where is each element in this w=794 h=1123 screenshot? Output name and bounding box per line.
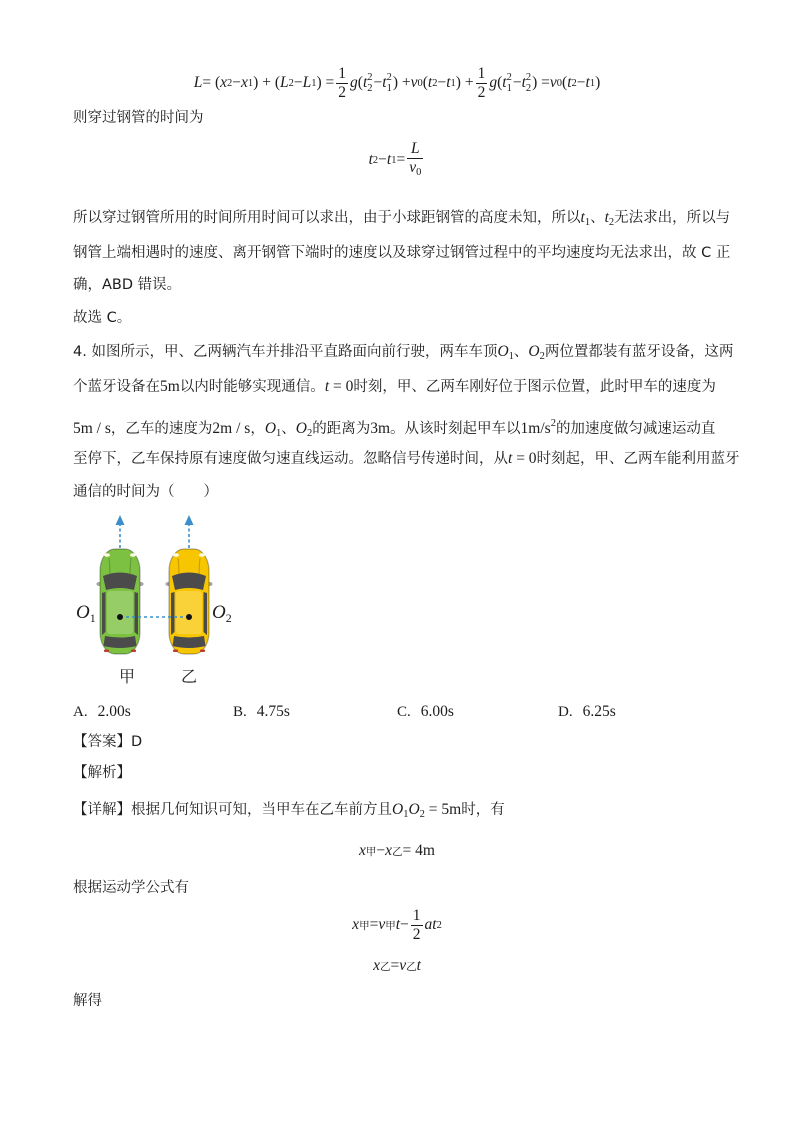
- conclusion-line-3: [73, 275, 181, 295]
- headlight-left: [104, 553, 110, 557]
- math-subsup: [526, 72, 531, 94]
- math-variable: t: [446, 74, 451, 91]
- math-subscript: 2: [539, 351, 545, 362]
- headlight-right: [199, 553, 205, 557]
- formula-length-relation: [0, 63, 794, 103]
- math-subscript: 1: [89, 611, 96, 625]
- math-subsup: [387, 72, 392, 94]
- headlight-left: [173, 553, 179, 557]
- math-text: −: [400, 916, 409, 933]
- math-variable: t: [427, 74, 433, 91]
- math-text: −: [232, 74, 242, 91]
- windshield: [172, 573, 206, 591]
- math-text: −: [373, 74, 383, 91]
- side-window-left: [171, 592, 175, 635]
- math-text: ): [595, 74, 601, 91]
- math-variable: v: [399, 957, 407, 974]
- side-window-left: [102, 592, 106, 635]
- fraction-numerator: [476, 65, 488, 84]
- fraction-numerator: [336, 65, 348, 84]
- math-variable: t: [386, 151, 392, 168]
- math-text: (: [497, 74, 503, 91]
- question4-line-1: [73, 342, 733, 367]
- formula-x-jia: [0, 905, 794, 945]
- math-text: = 4m: [402, 842, 435, 859]
- math-fraction: [336, 65, 348, 102]
- side-window-right: [204, 592, 208, 635]
- math-variable: L: [302, 74, 312, 91]
- label-car-yi: 乙: [181, 667, 198, 686]
- math-subscript: 2: [432, 77, 438, 89]
- kinematics-intro: 根据运动学公式有: [73, 880, 189, 896]
- two-cars-figure: [70, 512, 245, 662]
- math-text: ) +: [455, 74, 474, 91]
- math-text: 5m: [160, 378, 180, 395]
- text-run: 、: [590, 210, 605, 226]
- math-text: =: [396, 151, 406, 168]
- math-text: (: [357, 74, 363, 91]
- math-variable: L: [410, 139, 420, 157]
- math-text: 1: [477, 64, 486, 82]
- conclusion-line-1: [73, 208, 730, 233]
- math-variable: L: [193, 74, 203, 91]
- math-subscript: 2: [419, 809, 425, 820]
- math-variable: O: [264, 420, 277, 437]
- math-text: = 0: [329, 378, 354, 395]
- roof: [107, 591, 133, 634]
- math-variable: O: [212, 602, 226, 623]
- text-run: ，乙车的速度为: [110, 421, 213, 437]
- text-run: 无法求出，所以与: [614, 210, 731, 226]
- math-subscript: 1: [584, 217, 591, 228]
- math-variable: O: [295, 420, 307, 437]
- math-subscript: 1: [391, 154, 397, 166]
- text-run: 。从该时刻起甲车以: [390, 421, 521, 437]
- text-run: 4. 如图所示，甲、乙两辆汽车并排沿平直路面向前行驶，两车车顶: [73, 344, 498, 360]
- text-run: 至停下，乙车保持原有速度做匀速直线运动。忽略信号传递时间，从: [73, 451, 508, 467]
- math-subscript: 甲: [365, 846, 377, 858]
- rear-window: [173, 636, 206, 648]
- option-value: 2.00s: [97, 703, 131, 720]
- math-text: =: [369, 916, 379, 933]
- text-run: 所以穿过钢管所用的时间所用时间可以求出，由于小球距钢管的高度未知，所以: [73, 210, 581, 226]
- math-subsup: [507, 72, 512, 94]
- math-variable: t: [395, 916, 401, 933]
- windshield: [103, 573, 137, 591]
- fraction-numerator: [411, 907, 423, 926]
- math-variable: v: [410, 74, 418, 91]
- option-letter: B.: [233, 704, 247, 720]
- math-subscript: 2: [288, 77, 294, 89]
- text-run: 、: [513, 344, 529, 360]
- math-variable: t: [362, 74, 368, 91]
- math-subscript: 1: [276, 428, 282, 439]
- math-text: ) =: [532, 74, 550, 91]
- solve-text: 解得: [73, 993, 102, 1009]
- detail-intro: [73, 800, 505, 825]
- text-run: 两位置都装有蓝牙设备，这两: [544, 344, 734, 360]
- math-text: −: [512, 74, 522, 91]
- math-variable: t: [604, 209, 609, 226]
- text-run: 、: [281, 421, 296, 437]
- math-text: 2: [477, 83, 486, 101]
- car-yi: [165, 549, 212, 654]
- math-text: = (: [202, 74, 221, 91]
- fraction-numerator: [407, 140, 423, 159]
- option-letter: C.: [397, 704, 411, 720]
- math-text: (: [562, 74, 568, 91]
- math-subscript: 2: [608, 217, 615, 228]
- math-fraction: [411, 907, 423, 944]
- math-variable: t: [416, 957, 421, 974]
- math-variable: t: [502, 74, 507, 91]
- point-o2: [186, 614, 192, 620]
- math-variable: x: [220, 74, 228, 91]
- math-variable: O: [76, 602, 90, 623]
- math-variable: t: [368, 151, 373, 168]
- text-run: ，: [250, 421, 265, 437]
- car-jia: [96, 549, 143, 654]
- label-o1: [76, 602, 96, 629]
- math-variable: x: [385, 842, 393, 859]
- option-c: [397, 702, 454, 722]
- math-variable: g: [489, 74, 498, 91]
- math-variable: v: [378, 916, 386, 933]
- math-superscript: 2: [506, 72, 512, 83]
- math-text: 1m/s: [520, 420, 551, 437]
- math-variable: x: [373, 957, 380, 974]
- math-subscript: 1: [403, 809, 409, 820]
- math-fraction: [407, 140, 423, 181]
- answer-line: 【答案】D: [73, 734, 143, 750]
- option-a: [73, 702, 131, 722]
- previous-answer-choice: 故选 C。: [73, 310, 132, 326]
- math-superscript: 2: [367, 72, 373, 83]
- math-superscript: 2: [550, 418, 556, 429]
- math-text: ) +: [392, 74, 411, 91]
- headlight-right: [130, 553, 136, 557]
- math-subscript: 1: [247, 77, 254, 89]
- time-intro-text: 则穿过钢管的时间为: [73, 110, 204, 126]
- arrow-jia-head: [116, 515, 125, 525]
- option-value: 6.25s: [582, 703, 616, 720]
- math-text: 3m: [370, 420, 391, 437]
- option-d: [558, 702, 616, 722]
- formula-pass-time: [0, 140, 794, 180]
- math-subscript: 2: [227, 77, 233, 89]
- math-variable: at: [424, 916, 437, 933]
- math-subscript: 2: [571, 77, 577, 89]
- math-subscript: 乙: [392, 846, 403, 858]
- arrow-yi-head: [185, 515, 194, 525]
- math-text: −: [376, 842, 386, 859]
- math-superscript: 2: [436, 919, 442, 931]
- math-variable: t: [508, 450, 513, 467]
- math-subscript: 2: [306, 428, 313, 439]
- roof: [176, 591, 202, 634]
- math-text: ) =: [316, 74, 335, 91]
- option-letter: A.: [73, 704, 88, 720]
- option-letter: D.: [558, 704, 573, 720]
- arrow-yi-direction: [185, 515, 194, 548]
- math-text: 2: [338, 83, 347, 101]
- math-text: = 5m: [424, 801, 462, 818]
- math-subscript: 0: [417, 77, 423, 89]
- text-run: 以内时能够实现通信。: [179, 379, 325, 395]
- math-variable: O: [528, 343, 540, 360]
- option-value: 6.00s: [420, 703, 454, 720]
- text-run: 通信的时间为（ ）: [73, 484, 218, 500]
- text-run: 确，ABD 错误。: [73, 277, 182, 293]
- text-run: 的距离为: [312, 421, 371, 437]
- math-text: −: [293, 74, 303, 91]
- math-text: −: [378, 151, 387, 168]
- math-variable: v: [549, 74, 557, 91]
- math-superscript: 2: [386, 72, 392, 83]
- math-text: −: [437, 74, 447, 91]
- math-variable: O: [392, 801, 404, 818]
- math-variable: O: [408, 801, 420, 818]
- question4-line-4: [73, 449, 740, 469]
- math-fraction: [476, 65, 488, 102]
- side-window-right: [135, 592, 139, 635]
- formula-displacement-difference: [0, 831, 794, 871]
- text-run: 个蓝牙设备在: [73, 379, 160, 395]
- math-subscript: 2: [372, 154, 379, 166]
- math-variable: t: [585, 74, 590, 91]
- math-variable: t: [382, 74, 387, 91]
- question4-line-3: [73, 414, 715, 444]
- math-subscript: 2: [367, 83, 373, 94]
- math-variable: t: [580, 209, 585, 226]
- math-text: 1: [338, 64, 347, 82]
- math-text: 1: [412, 906, 421, 924]
- math-subscript: 0: [416, 166, 422, 178]
- math-text: 2: [412, 925, 421, 943]
- fraction-denominator: [336, 84, 348, 102]
- label-o2: [212, 602, 232, 629]
- math-superscript: 2: [525, 72, 532, 83]
- math-subscript: 1: [450, 77, 456, 89]
- text-run: 【详解】根据几何知识可知，当甲车在乙车前方且: [73, 802, 392, 818]
- math-variable: L: [280, 74, 289, 91]
- math-subscript: 2: [525, 83, 532, 94]
- math-subscript: 2: [225, 611, 232, 625]
- math-variable: v: [409, 158, 417, 176]
- text-run: 时刻起，甲、乙两车能利用蓝牙: [536, 451, 740, 467]
- math-subscript: 1: [311, 77, 317, 89]
- option-value: 4.75s: [256, 703, 290, 720]
- math-subscript: 1: [508, 351, 514, 362]
- rear-window: [104, 636, 137, 648]
- text-run: 的加速度做匀减速运动直: [555, 421, 716, 437]
- math-variable: t: [567, 74, 572, 91]
- math-text: 5m / s: [73, 420, 111, 437]
- math-text: (: [422, 74, 428, 91]
- text-run: 时，有: [461, 802, 505, 818]
- fraction-denominator: [411, 926, 423, 944]
- math-variable: x: [352, 916, 360, 933]
- label-car-jia: 甲: [119, 667, 136, 686]
- math-variable: O: [497, 343, 509, 360]
- math-text: = 0: [512, 450, 537, 467]
- math-variable: x: [241, 74, 248, 91]
- math-subscript: 甲: [385, 920, 396, 932]
- tail-light-right: [200, 650, 205, 653]
- answer-options: [0, 702, 794, 722]
- math-subsup: [367, 72, 372, 94]
- text-run: 钢管上端相遇时的速度、离开钢管下端时的速度以及球穿过钢管过程中的平均速度均无法求出，故 C 正: [73, 245, 731, 261]
- math-subscript: 乙: [406, 961, 417, 973]
- math-subscript: 1: [589, 77, 596, 89]
- arrow-jia-direction: [116, 515, 125, 548]
- tail-light-right: [131, 650, 136, 653]
- math-variable: t: [521, 74, 526, 91]
- math-subscript: 0: [556, 77, 563, 89]
- fraction-denominator: [476, 84, 488, 102]
- option-b: [233, 702, 290, 722]
- point-o1: [117, 614, 123, 620]
- analysis-heading: 【解析】: [73, 765, 131, 781]
- tail-light-left: [173, 650, 178, 653]
- conclusion-line-2: [73, 243, 730, 263]
- math-text: ) + (: [253, 74, 280, 91]
- math-subscript: 1: [386, 83, 392, 94]
- math-subscript: 1: [506, 83, 512, 94]
- math-text: =: [390, 957, 400, 974]
- tail-light-left: [104, 650, 109, 653]
- math-text: −: [576, 74, 586, 91]
- math-variable: t: [324, 378, 330, 395]
- math-subscript: 甲: [359, 920, 370, 932]
- text-run: 时刻，甲、乙两车刚好位于图示位置，此时甲车的速度为: [353, 379, 716, 395]
- formula-x-yi: [0, 946, 794, 986]
- math-text: 2m / s: [212, 420, 251, 437]
- fraction-denominator: [407, 159, 423, 181]
- math-variable: x: [359, 842, 366, 859]
- question4-line-2: [73, 377, 716, 397]
- math-variable: g: [350, 74, 358, 91]
- question4-line-5: [73, 482, 218, 502]
- math-subscript: 乙: [379, 961, 391, 973]
